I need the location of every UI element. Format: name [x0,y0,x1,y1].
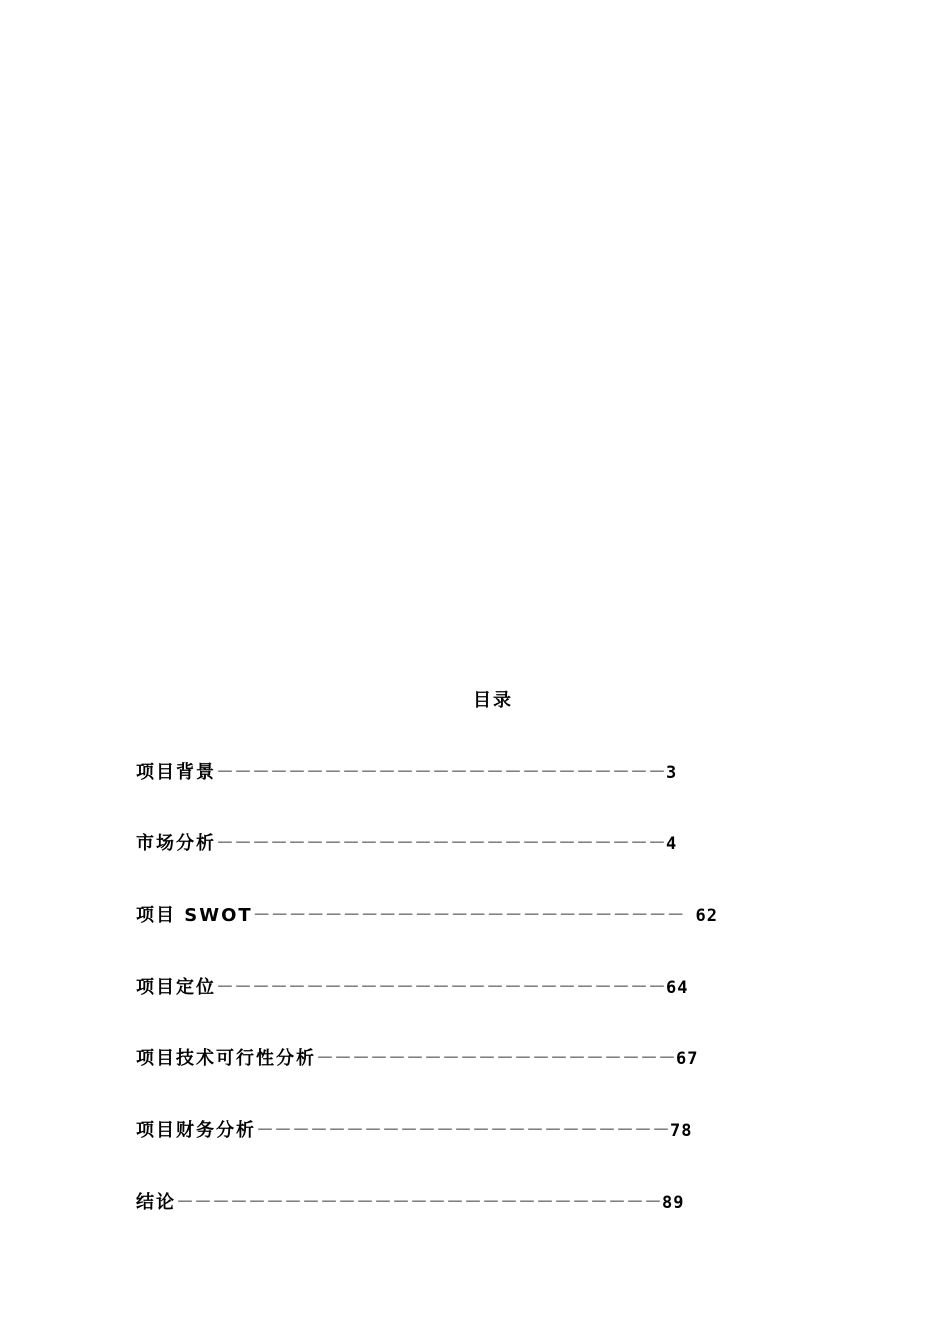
toc-entry-financial-analysis [136,1118,692,1144]
toc-title: 目录 [473,690,513,711]
toc-entry-leader: －－－－－－－－－－－－－－－－－－－－－－－－－ [216,762,666,783]
toc-entry-technical-feasibility [136,1046,698,1072]
toc-entry-conclusion [136,1190,684,1216]
toc-entry-project-swot [136,903,718,929]
toc-entry-market-analysis [136,831,677,857]
toc-entry-label: 项目财务分析 [136,1120,256,1141]
toc-entry-leader: －－－－－－－－－－－－－－－－－－－－－－－－－ [216,833,666,854]
toc-entry-project-positioning [136,975,688,1001]
toc-entry-page-number: 89 [662,1193,685,1213]
toc-entry-label: 市场分析 [136,833,216,854]
toc-entry-leader: －－－－－－－－－－－－－－－－－－－－－－－－－－－ [176,1192,662,1213]
toc-entry-label: 结论 [136,1192,176,1213]
toc-entry-project-background [136,760,677,786]
toc-entry-page-number: 4 [666,834,678,854]
toc-entry-label: 项目背景 [136,762,216,783]
toc-entry-leader: －－－－－－－－－－－－－－－－－－－－－－－－－ [216,977,666,998]
toc-entry-page-number: 3 [666,763,678,783]
toc-entry-label: 项目 SWOT [136,905,253,926]
toc-entry-page-number: 78 [670,1121,693,1141]
toc-entry-page-number: 67 [676,1049,699,1069]
toc-entry-label: 项目定位 [136,977,216,998]
toc-entry-label: 项目技术可行性分析 [136,1048,316,1069]
toc-entry-leader: －－－－－－－－－－－－－－－－－－－－－－－ [256,1120,670,1141]
toc-entry-page-number: 62 [695,906,718,926]
toc-entry-leader: －－－－－－－－－－－－－－－－－－－－ [316,1048,676,1069]
toc-entry-leader: －－－－－－－－－－－－－－－－－－－－－－－－ [252,905,696,926]
toc-entry-page-number: 64 [666,978,689,998]
